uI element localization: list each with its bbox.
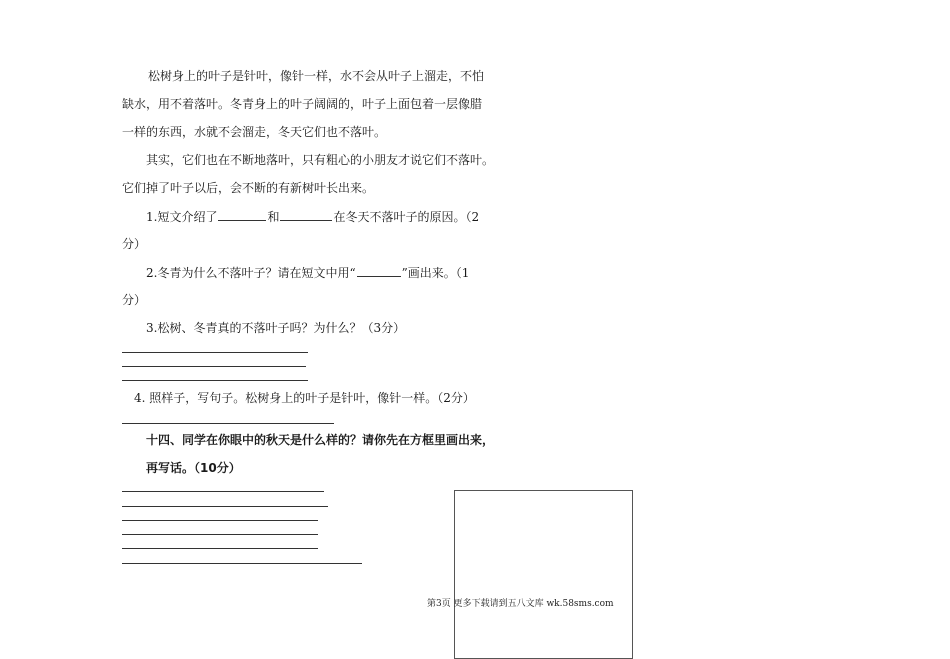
passage-line: 它们掉了叶子以后，会不断的有新树叶长出来。: [122, 181, 375, 195]
section-14-heading-cont: 再写话。（10分）: [146, 461, 241, 475]
writing-line[interactable]: [122, 534, 318, 535]
drawing-box[interactable]: [454, 490, 633, 659]
question-1-text-c: 在冬天不落叶子的原因。（2: [333, 210, 480, 224]
writing-line[interactable]: [122, 548, 318, 549]
question-1-text-a: 1.短文介绍了: [146, 210, 218, 224]
question-2-text-b: ”画出来。（1: [401, 266, 470, 280]
writing-line[interactable]: [122, 491, 324, 492]
question-1: [146, 208, 479, 225]
question-4: 4. 照样子，写句子。松树身上的叶子是针叶，像针一样。（2分）: [134, 391, 475, 405]
answer-blank[interactable]: [357, 264, 401, 277]
question-3: 3.松树、冬青真的不落叶子吗？为什么？（3分）: [146, 321, 406, 335]
writing-line[interactable]: [122, 520, 318, 521]
writing-line[interactable]: [122, 506, 328, 507]
question-1-score-wrap: 分）: [122, 237, 147, 251]
passage-line: 其实，它们也在不断地落叶，只有粗心的小朋友才说它们不落叶。: [146, 153, 495, 167]
answer-line[interactable]: [122, 423, 334, 424]
answer-line[interactable]: [122, 352, 308, 353]
writing-line[interactable]: [122, 563, 362, 564]
answer-line[interactable]: [122, 366, 306, 367]
answer-line[interactable]: [122, 380, 308, 381]
section-14-heading: 十四、同学在你眼中的秋天是什么样的？请你先在方框里画出来，: [146, 433, 495, 447]
page-footer: 第3页 更多下载请到五八文库 wk.58sms.com: [427, 599, 614, 609]
question-1-text-b: 和: [267, 210, 280, 224]
question-2-score-wrap: 分）: [122, 293, 147, 307]
question-2: [146, 264, 469, 281]
question-2-text-a: 2.冬青为什么不落叶子？请在短文中用“: [146, 266, 356, 280]
passage-line: 松树身上的叶子是针叶，像针一样，水不会从叶子上溜走，不怕: [148, 69, 485, 83]
answer-blank[interactable]: [218, 208, 266, 221]
passage-line: 一样的东西，水就不会溜走，冬天它们也不落叶。: [122, 125, 387, 139]
passage-line: 缺水，用不着落叶。冬青身上的叶子阔阔的，叶子上面包着一层像腊: [122, 97, 483, 111]
answer-blank[interactable]: [280, 208, 332, 221]
